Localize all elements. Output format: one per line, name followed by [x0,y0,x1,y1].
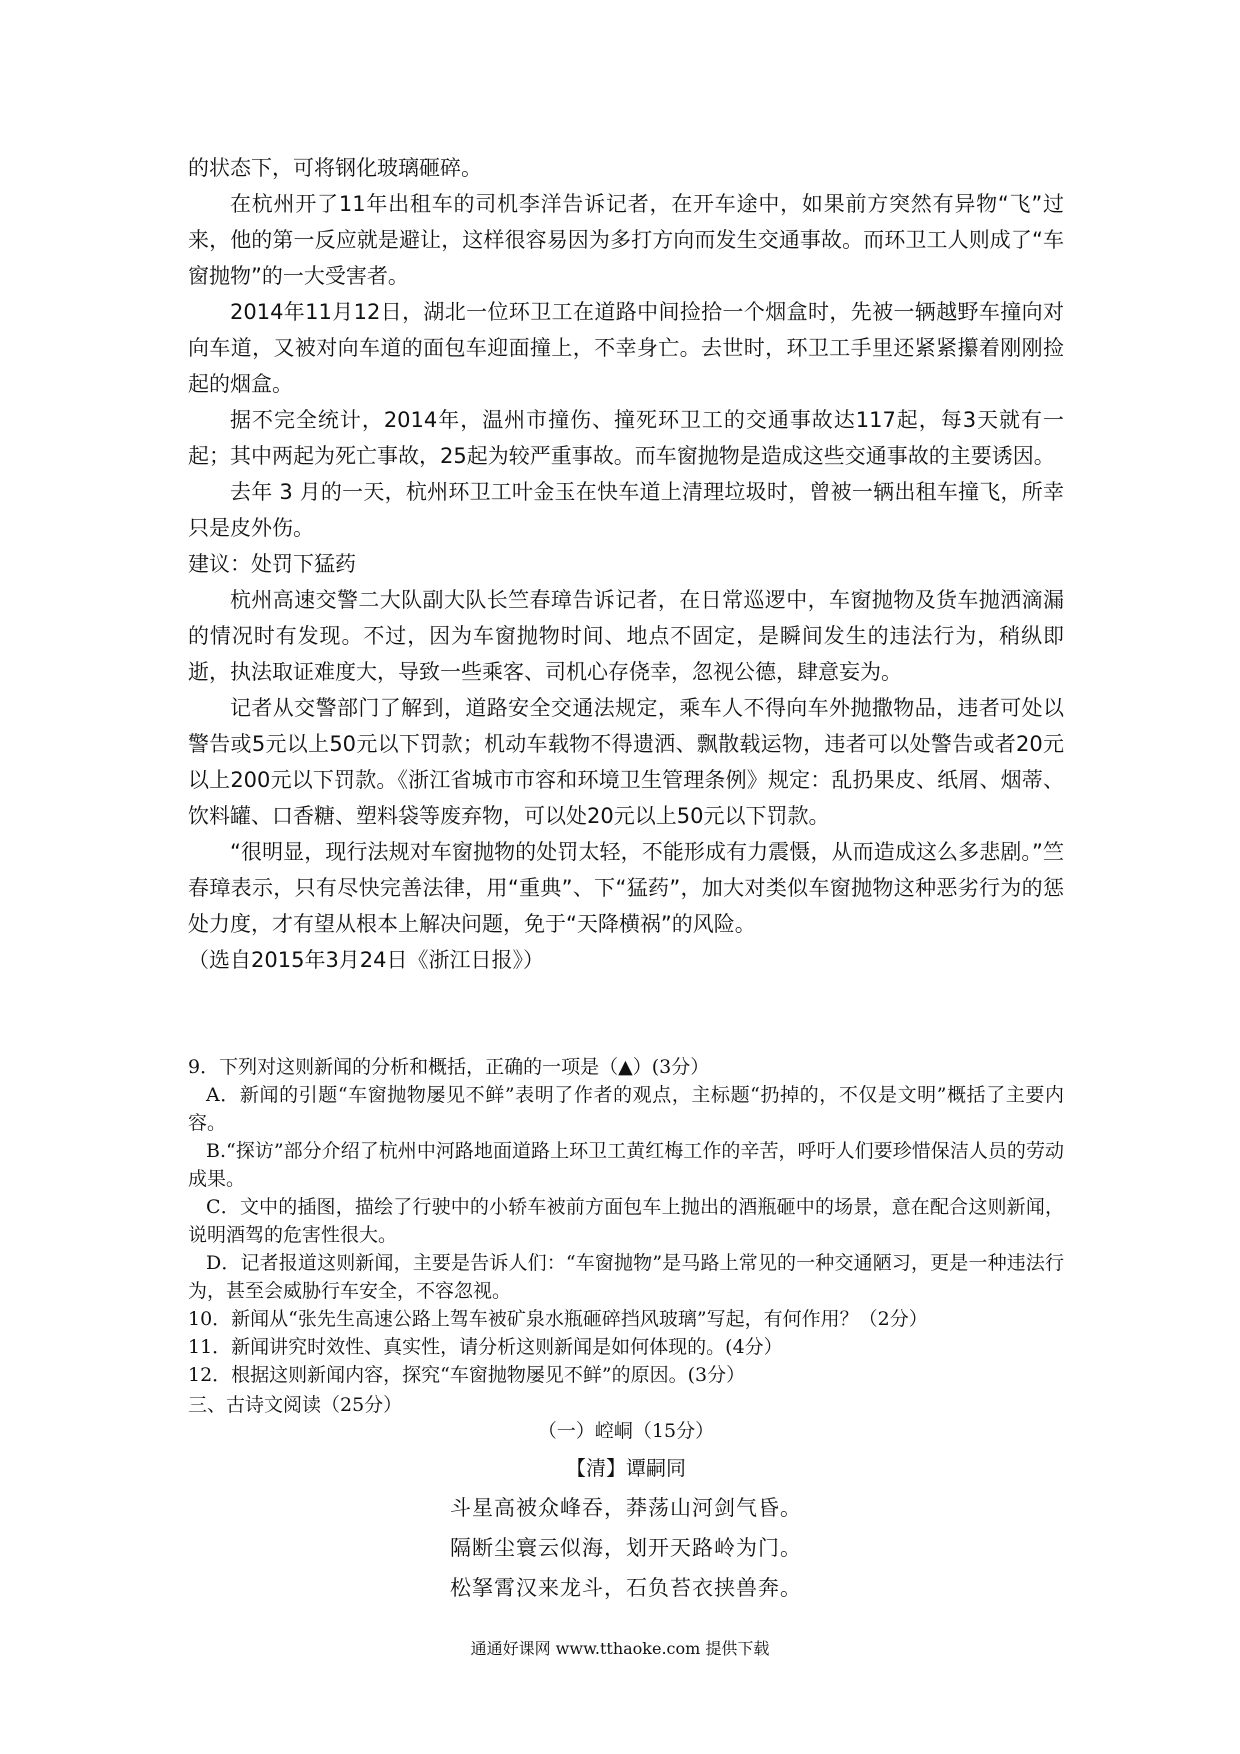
poem-line-3: 松拏霄汉来龙斗，石负苔衣挟兽奔。 [450,1576,802,1600]
article-paragraph-8: “很明显，现行法规对车窗抛物的处罚太轻，不能形成有力震慑，从而造成这么多悲剧。”竺春璋表示，只有尽快完善法律，用“重典”、下“猛药”，加大对类似车窗抛物这种恶劣行为的惩处力度，才有望从根本上解决问题，免于“天降横祸”的风险。 [188,840,1064,936]
article-paragraph-6: 杭州高速交警二大队副大队长竺春璋告诉记者，在日常巡逻中，车窗抛物及货车抛洒滴漏的情况时有发现。不过，因为车窗抛物时间、地点不固定，是瞬间发生的违法行为，稍纵即逝，执法取证难度大，导致一些乘客、司机心存侥幸，忽视公德，肆意妄为。 [188,588,1064,684]
poem-title: （一）崆峒（15分） [537,1420,715,1442]
poem-line-2: 隔断尘寰云似海，划开天路岭为门。 [450,1536,802,1560]
article-paragraph-2: 在杭州开了11年出租车的司机李洋告诉记者，在开车途中，如果前方突然有异物“飞”过来，他的第一反应就是避让，这样很容易因为多打方向而发生交通事故。而环卫工人则成了“车窗抛物”的一大受害者。 [188,192,1064,288]
question-9-option-c: C．文中的插图，描绘了行驶中的小轿车被前方面包车上抛出的酒瓶砸中的场景，意在配合这则新闻，说明酒驾的危害性很大。 [188,1196,1064,1246]
article-paragraph-7: 记者从交警部门了解到，道路安全交通法规定，乘车人不得向车外抛撒物品，违者可处以警告或5元以上50元以下罚款；机动车载物不得遗洒、飘散载运物，违者可以处警告或者20元以上200元以下罚款。《浙江省城市市容和环境卫生管理条例》规定：乱扔果皮、纸屑、烟蒂、饮料罐、口香糖、塑料袋等废弃物，可以处20元以上50元以下罚款。 [188,696,1064,828]
question-10: 10．新闻从“张先生高速公路上驾车被矿泉水瓶砸碎挡风玻璃”写起，有何作用？（2分） [188,1308,928,1330]
article-paragraph-3: 2014年11月12日，湖北一位环卫工在道路中间捡拾一个烟盒时，先被一辆越野车撞向对向车道，又被对向车道的面包车迎面撞上，不幸身亡。去世时，环卫工手里还紧紧攥着刚刚捡起的烟盒。 [188,300,1064,396]
section-3-heading: 三、古诗文阅读（25分） [188,1394,403,1416]
article-paragraph-1: 的状态下，可将钢化玻璃砸碎。 [188,156,482,180]
page-footer: 通通好课网 www.tthaoke.com 提供下载 [470,1639,770,1658]
question-9-option-b: B.“探访”部分介绍了杭州中河路地面道路上环卫工黄红梅工作的辛苦，呼吁人们要珍惜保洁人员的劳动成果。 [188,1140,1064,1190]
article-source: （选自2015年3月24日《浙江日报》） [188,948,545,972]
news-article [188,150,1064,978]
question-11: 11．新闻讲究时效性、真实性，请分析这则新闻是如何体现的。(4分） [188,1336,783,1358]
question-9-option-a: A．新闻的引题“车窗抛物屡见不鲜”表明了作者的观点，主标题“扔掉的，不仅是文明”概括了主要内容。 [188,1084,1064,1134]
poem-block [188,1414,1064,1608]
poem-author: 【清】谭嗣同 [566,1456,686,1480]
question-9: 9．下列对这则新闻的分析和概括，正确的一项是（▲）(3分） [188,1056,710,1078]
question-12: 12．根据这则新闻内容，探究“车窗抛物屡见不鲜”的原因。(3分） [188,1364,746,1386]
poem-line-1: 斗星高被众峰吞，莽荡山河剑气昏。 [450,1496,802,1520]
article-subheading: 建议：处罚下猛药 [188,552,356,576]
questions-section [188,1053,1064,1419]
article-paragraph-4: 据不完全统计，2014年，温州市撞伤、撞死环卫工的交通事故达117起，每3天就有一起；其中两起为死亡事故，25起为较严重事故。而车窗抛物是造成这些交通事故的主要诱因。 [188,408,1064,468]
article-paragraph-5: 去年 3 月的一天，杭州环卫工叶金玉在快车道上清理垃圾时，曾被一辆出租车撞飞，所幸只是皮外伤。 [188,480,1064,540]
question-9-option-d: D．记者报道这则新闻，主要是告诉人们：“车窗抛物”是马路上常见的一种交通陋习，更是一种违法行为，甚至会威胁行车安全，不容忽视。 [188,1252,1064,1302]
